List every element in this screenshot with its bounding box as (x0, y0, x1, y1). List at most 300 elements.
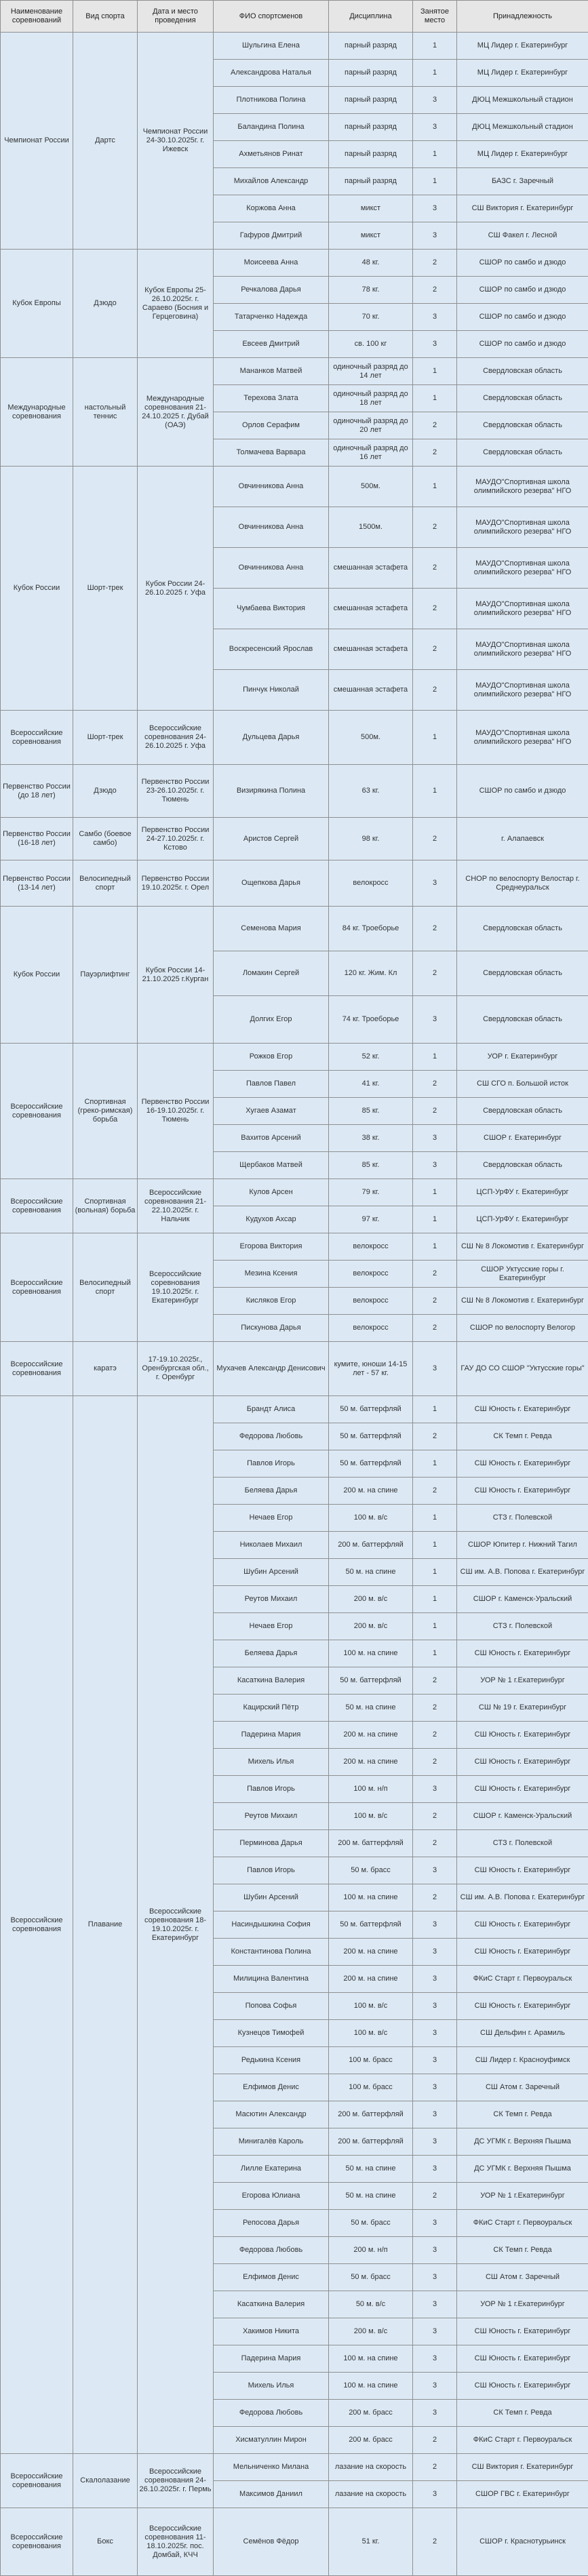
place-cell: 3 (413, 860, 457, 907)
affiliation-cell: СШОР по велоспорту Велогор (457, 1315, 588, 1342)
athlete-name-cell: Николаев Михаил (214, 1532, 329, 1559)
table-row (1, 1396, 588, 1423)
discipline-cell: 50 м. баттерфляй (329, 1450, 413, 1478)
affiliation-cell: СТЗ г. Полевской (457, 1505, 588, 1532)
place-cell: 1 (413, 168, 457, 195)
affiliation-cell: г. Алапаевск (457, 818, 588, 860)
place-cell: 2 (413, 907, 457, 951)
place-cell: 3 (413, 2373, 457, 2400)
athlete-name-cell: Овчинникова Анна (214, 548, 329, 589)
athlete-name-cell: Баландина Полина (214, 114, 329, 141)
discipline-cell: 50 м. баттерфляй (329, 1396, 413, 1423)
place-cell: 3 (413, 2481, 457, 2508)
place-cell: 2 (413, 589, 457, 629)
discipline-cell: 50 м. баттерфляй (329, 1423, 413, 1450)
discipline-cell: 74 кг. Троеборье (329, 996, 413, 1044)
place-cell: 1 (413, 60, 457, 87)
athlete-name-cell: Шубин Арсений (214, 1884, 329, 1911)
event-cell: Первенство России (16-18 лет) (1, 818, 73, 860)
place-cell: 2 (413, 2508, 457, 2576)
place-cell: 2 (413, 1315, 457, 1342)
athlete-name-cell: Михайлов Александр (214, 168, 329, 195)
event-cell: Всероссийские соревнования (1, 1396, 73, 2454)
sport-cell: каратэ (73, 1342, 138, 1396)
athlete-name-cell: Мезина Ксения (214, 1261, 329, 1288)
event-cell: Кубок Европы (1, 250, 73, 358)
discipline-cell: 85 кг. (329, 1152, 413, 1179)
place-cell: 2 (413, 250, 457, 277)
place-cell: 2 (413, 277, 457, 304)
affiliation-cell: СШОР г. Каменск-Уральский (457, 1803, 588, 1830)
affiliation-cell: СШОР по самбо и дзюдо (457, 304, 588, 331)
affiliation-cell: МАУДО"Спортивная школа олимпийского резерва" НГО (457, 467, 588, 507)
affiliation-cell: УОР г. Екатеринбург (457, 1044, 588, 1071)
athlete-name-cell: Павлов Игорь (214, 1450, 329, 1478)
athlete-name-cell: Ощепкова Дарья (214, 860, 329, 907)
discipline-cell: 41 кг. (329, 1071, 413, 1098)
affiliation-cell: СШ Юность г. Екатеринбург (457, 1722, 588, 1749)
affiliation-cell: СШ Атом г. Заречный (457, 2074, 588, 2101)
place-cell: 1 (413, 1233, 457, 1261)
place-cell: 1 (413, 1640, 457, 1667)
athlete-name-cell: Максимов Даниил (214, 2481, 329, 2508)
header-event: Наименование соревнований (1, 1, 73, 33)
place-cell: 2 (413, 670, 457, 711)
discipline-cell: 50 м. на спине (329, 1559, 413, 1586)
discipline-cell: 100 м. на спине (329, 1884, 413, 1911)
sport-cell: Дартс (73, 33, 138, 250)
athlete-name-cell: Шубин Арсений (214, 1559, 329, 1586)
discipline-cell: 100 м. в/с (329, 2020, 413, 2047)
place-cell: 3 (413, 996, 457, 1044)
discipline-cell: 100 м. в/с (329, 1505, 413, 1532)
event-cell: Всероссийские соревнования (1, 2454, 73, 2508)
date-cell: Чемпионат России 24-30.10.2025г. г. Ижевск (138, 33, 214, 250)
place-cell: 3 (413, 1939, 457, 1966)
discipline-cell: смешанная эстафета (329, 629, 413, 670)
affiliation-cell: СШ Юность г. Екатеринбург (457, 2318, 588, 2345)
discipline-cell: 1500м. (329, 507, 413, 548)
discipline-cell: парный разряд (329, 114, 413, 141)
place-cell: 3 (413, 1776, 457, 1803)
place-cell: 3 (413, 2101, 457, 2128)
place-cell: 3 (413, 331, 457, 358)
affiliation-cell: ДС УГМК г. Верхняя Пышма (457, 2156, 588, 2183)
place-cell: 2 (413, 548, 457, 589)
place-cell: 3 (413, 2291, 457, 2318)
event-cell: Чемпионат России (1, 33, 73, 250)
affiliation-cell: СШ им. А.В. Попова г. Екатеринбург (457, 1884, 588, 1911)
affiliation-cell: СШ Дельфин г. Арамиль (457, 2020, 588, 2047)
date-cell: Всероссийские соревнования 24-26.10.2025г. г. Пермь (138, 2454, 214, 2508)
discipline-cell: 200 м. на спине (329, 1966, 413, 1993)
discipline-cell: 500м. (329, 467, 413, 507)
place-cell: 3 (413, 2156, 457, 2183)
discipline-cell: 38 кг. (329, 1125, 413, 1152)
discipline-cell: 100 м. на спине (329, 2345, 413, 2373)
discipline-cell: 200 м. в/с (329, 2318, 413, 2345)
place-cell: 2 (413, 1423, 457, 1450)
athlete-name-cell: Ломакин Сергей (214, 951, 329, 996)
discipline-cell: 100 м. на спине (329, 2373, 413, 2400)
athlete-name-cell: Семенова Мария (214, 907, 329, 951)
athlete-name-cell: Татарченко Надежда (214, 304, 329, 331)
affiliation-cell: УОР № 1 г.Екатеринбург (457, 1667, 588, 1695)
affiliation-cell: СШ № 8 Локомотив г. Екатеринбург (457, 1233, 588, 1261)
date-cell: Всероссийские соревнования 11-18.10.2025г. пос. Домбай, КЧЧ (138, 2508, 214, 2576)
place-cell: 1 (413, 1586, 457, 1613)
place-cell: 3 (413, 2128, 457, 2156)
athlete-name-cell: Нечаев Егор (214, 1613, 329, 1640)
affiliation-cell: Свердловская область (457, 996, 588, 1044)
discipline-cell: 70 кг. (329, 304, 413, 331)
discipline-cell: парный разряд (329, 60, 413, 87)
date-cell: Всероссийские соревнования 19.10.2025г. г. Екатеринбург (138, 1233, 214, 1342)
affiliation-cell: СШОР г. Екатеринбург (457, 1125, 588, 1152)
affiliation-cell: СШ СГО п. Большой исток (457, 1071, 588, 1098)
affiliation-cell: СШ Факел г. Лесной (457, 222, 588, 250)
discipline-cell: 200 м. баттерфляй (329, 2101, 413, 2128)
affiliation-cell: ЦСП-УрФУ г. Екатеринбург (457, 1206, 588, 1233)
athlete-name-cell: Михель Илья (214, 1749, 329, 1776)
athlete-name-cell: Репосова Дарья (214, 2210, 329, 2237)
place-cell: 2 (413, 629, 457, 670)
event-cell: Всероссийские соревнования (1, 711, 73, 765)
discipline-cell: 200 м. в/с (329, 1613, 413, 1640)
event-cell: Международные соревнования (1, 358, 73, 467)
affiliation-cell: СШОР Юпитер г. Нижний Тагил (457, 1532, 588, 1559)
affiliation-cell: Свердловская область (457, 385, 588, 412)
discipline-cell: 100 м. брасс (329, 2047, 413, 2074)
place-cell: 1 (413, 467, 457, 507)
affiliation-cell: ФКиС Старт г. Первоуральск (457, 2210, 588, 2237)
discipline-cell: велокросс (329, 1315, 413, 1342)
athlete-name-cell: Милицина Валентина (214, 1966, 329, 1993)
sport-cell: Пауэрлифтинг (73, 907, 138, 1044)
discipline-cell: 200 м. брасс (329, 2400, 413, 2427)
affiliation-cell: Свердловская область (457, 1098, 588, 1125)
table-row (1, 467, 588, 507)
table-row (1, 818, 588, 860)
discipline-cell: 50 м. на спине (329, 2183, 413, 2210)
event-cell: Всероссийские соревнования (1, 1233, 73, 1342)
place-cell: 1 (413, 385, 457, 412)
discipline-cell: 200 м. на спине (329, 1722, 413, 1749)
affiliation-cell: СК Темп г. Ревда (457, 2400, 588, 2427)
discipline-cell: микст (329, 222, 413, 250)
place-cell: 2 (413, 1071, 457, 1098)
affiliation-cell: СШОР г. Каменск-Уральский (457, 1586, 588, 1613)
athlete-name-cell: Овчинникова Анна (214, 507, 329, 548)
discipline-cell: 100 м. на спине (329, 1640, 413, 1667)
place-cell: 3 (413, 2318, 457, 2345)
place-cell: 2 (413, 412, 457, 439)
date-cell: Международные соревнования 21-24.10.2025 г. Дубай (ОАЭ) (138, 358, 214, 467)
affiliation-cell: Свердловская область (457, 951, 588, 996)
discipline-cell: 50 м. брасс (329, 2210, 413, 2237)
sport-cell: Плавание (73, 1396, 138, 2454)
athlete-name-cell: Евсеев Дмитрий (214, 331, 329, 358)
discipline-cell: лазание на скорость (329, 2481, 413, 2508)
discipline-cell: одиночный разряд до 14 лет (329, 358, 413, 385)
athlete-name-cell: Беляева Дарья (214, 1640, 329, 1667)
athlete-name-cell: Насиндышкина София (214, 1911, 329, 1939)
athlete-name-cell: Кацирский Пётр (214, 1695, 329, 1722)
event-cell: Первенство России (13-14 лет) (1, 860, 73, 907)
affiliation-cell: СШОР по самбо и дзюдо (457, 765, 588, 818)
discipline-cell: смешанная эстафета (329, 589, 413, 629)
athlete-name-cell: Хугаев Азамат (214, 1098, 329, 1125)
place-cell: 1 (413, 33, 457, 60)
sport-cell: Велосипедный спорт (73, 1233, 138, 1342)
athlete-name-cell: Семёнов Фёдор (214, 2508, 329, 2576)
affiliation-cell: СШ Атом г. Заречный (457, 2264, 588, 2291)
place-cell: 3 (413, 87, 457, 114)
discipline-cell: 200 м. н/п (329, 2237, 413, 2264)
affiliation-cell: СШ Юность г. Екатеринбург (457, 1450, 588, 1478)
table-row (1, 765, 588, 818)
sport-cell: настольный теннис (73, 358, 138, 467)
discipline-cell: смешанная эстафета (329, 670, 413, 711)
athlete-name-cell: Падерина Мария (214, 1722, 329, 1749)
athlete-name-cell: Федорова Любовь (214, 2237, 329, 2264)
athlete-name-cell: Кузнецов Тимофей (214, 2020, 329, 2047)
discipline-cell: микст (329, 195, 413, 222)
place-cell: 1 (413, 1532, 457, 1559)
header-row (1, 1, 588, 33)
table-body (1, 33, 588, 2576)
athlete-name-cell: Павлов Игорь (214, 1776, 329, 1803)
sport-cell: Шорт-трек (73, 711, 138, 765)
place-cell: 3 (413, 1993, 457, 2020)
affiliation-cell: СШ им. А.В. Попова г. Екатеринбург (457, 1559, 588, 1586)
table-row (1, 358, 588, 385)
affiliation-cell: СШ Юность г. Екатеринбург (457, 1640, 588, 1667)
discipline-cell: парный разряд (329, 141, 413, 168)
discipline-cell: 50 м. на спине (329, 2156, 413, 2183)
athlete-name-cell: Кудухов Ахсар (214, 1206, 329, 1233)
place-cell: 3 (413, 1152, 457, 1179)
athlete-name-cell: Редькина Ксения (214, 2047, 329, 2074)
discipline-cell: св. 100 кг (329, 331, 413, 358)
athlete-name-cell: Воскресенский Ярослав (214, 629, 329, 670)
affiliation-cell: СШ Юность г. Екатеринбург (457, 1857, 588, 1884)
affiliation-cell: УОР № 1 г.Екатеринбург (457, 2291, 588, 2318)
discipline-cell: 120 кг. Жим. Кл (329, 951, 413, 996)
place-cell: 2 (413, 1884, 457, 1911)
affiliation-cell: СШ Юность г. Екатеринбург (457, 1911, 588, 1939)
athlete-name-cell: Пискунова Дарья (214, 1315, 329, 1342)
athlete-name-cell: Терехова Злата (214, 385, 329, 412)
athlete-name-cell: Федорова Любовь (214, 1423, 329, 1450)
affiliation-cell: СШОР по самбо и дзюдо (457, 277, 588, 304)
table-row (1, 1044, 588, 1071)
place-cell: 2 (413, 439, 457, 467)
discipline-cell: 100 м. в/с (329, 1803, 413, 1830)
place-cell: 1 (413, 1396, 457, 1423)
discipline-cell: парный разряд (329, 168, 413, 195)
place-cell: 3 (413, 2264, 457, 2291)
place-cell: 3 (413, 2345, 457, 2373)
athlete-name-cell: Кисляков Егор (214, 1288, 329, 1315)
athlete-name-cell: Долгих Егор (214, 996, 329, 1044)
athlete-name-cell: Павлов Игорь (214, 1857, 329, 1884)
discipline-cell: 84 кг. Троеборье (329, 907, 413, 951)
affiliation-cell: МАУДО"Спортивная школа олимпийского резерва" НГО (457, 670, 588, 711)
discipline-cell: одиночный разряд до 20 лет (329, 412, 413, 439)
discipline-cell: одиночный разряд до 18 лет (329, 385, 413, 412)
discipline-cell: 200 м. баттерфляй (329, 2128, 413, 2156)
discipline-cell: 200 м. в/с (329, 1586, 413, 1613)
athlete-name-cell: Пинчук Николай (214, 670, 329, 711)
event-cell: Первенство России (до 18 лет) (1, 765, 73, 818)
discipline-cell: 52 кг. (329, 1044, 413, 1071)
place-cell: 3 (413, 1966, 457, 1993)
affiliation-cell: СТЗ г. Полевской (457, 1830, 588, 1857)
affiliation-cell: СНОР по велоспорту Велостар г. Среднеуральск (457, 860, 588, 907)
athlete-name-cell: Нечаев Егор (214, 1505, 329, 1532)
athlete-name-cell: Мананков Матвей (214, 358, 329, 385)
athlete-name-cell: Мухачев Александр Денисович (214, 1342, 329, 1396)
place-cell: 2 (413, 951, 457, 996)
athlete-name-cell: Аристов Сергей (214, 818, 329, 860)
affiliation-cell: Свердловская область (457, 439, 588, 467)
affiliation-cell: СШ Юность г. Екатеринбург (457, 1939, 588, 1966)
affiliation-cell: СШОР по самбо и дзюдо (457, 250, 588, 277)
athlete-name-cell: Касаткина Валерия (214, 2291, 329, 2318)
athlete-name-cell: Егорова Юлиана (214, 2183, 329, 2210)
discipline-cell: 48 кг. (329, 250, 413, 277)
affiliation-cell: СШ Юность г. Екатеринбург (457, 1396, 588, 1423)
sport-cell: Спортивная (греко-римская) борьба (73, 1044, 138, 1179)
affiliation-cell: МЦ Лидер г. Екатеринбург (457, 33, 588, 60)
place-cell: 3 (413, 222, 457, 250)
discipline-cell: 200 м. на спине (329, 1478, 413, 1505)
discipline-cell: 51 кг. (329, 2508, 413, 2576)
discipline-cell: смешанная эстафета (329, 548, 413, 589)
place-cell: 3 (413, 2400, 457, 2427)
table-row (1, 860, 588, 907)
date-cell: Первенство России 24-27.10.2025г. г. Кстово (138, 818, 214, 860)
header-place: Занятое место (413, 1, 457, 33)
affiliation-cell: СШОР ГВС г. Екатеринбург (457, 2481, 588, 2508)
place-cell: 1 (413, 1206, 457, 1233)
affiliation-cell: ФКиС Старт г. Первоуральск (457, 2427, 588, 2454)
athlete-name-cell: Реутов Михаил (214, 1803, 329, 1830)
place-cell: 3 (413, 1125, 457, 1152)
discipline-cell: 78 кг. (329, 277, 413, 304)
date-cell: Первенство России 19.10.2025г. г. Орел (138, 860, 214, 907)
athlete-name-cell: Коржова Анна (214, 195, 329, 222)
place-cell: 2 (413, 1288, 457, 1315)
place-cell: 2 (413, 1749, 457, 1776)
athlete-name-cell: Вахитов Арсений (214, 1125, 329, 1152)
athlete-name-cell: Орлов Серафим (214, 412, 329, 439)
date-cell: Всероссийские соревнования 18-19.10.2025г. г. Екатеринбург (138, 1396, 214, 2454)
place-cell: 2 (413, 1803, 457, 1830)
discipline-cell: 63 кг. (329, 765, 413, 818)
affiliation-cell: Свердловская область (457, 358, 588, 385)
sport-cell: Бокс (73, 2508, 138, 2576)
affiliation-cell: СШ Юность г. Екатеринбург (457, 1993, 588, 2020)
discipline-cell: 200 м. баттерфляй (329, 1830, 413, 1857)
event-cell: Всероссийские соревнования (1, 1179, 73, 1233)
athlete-name-cell: Федорова Любовь (214, 2400, 329, 2427)
affiliation-cell: МАУДО"Спортивная школа олимпийского резерва" НГО (457, 548, 588, 589)
event-cell: Всероссийские соревнования (1, 1342, 73, 1396)
discipline-cell: 97 кг. (329, 1206, 413, 1233)
athlete-name-cell: Щербаков Матвей (214, 1152, 329, 1179)
athlete-name-cell: Минигалёв Кароль (214, 2128, 329, 2156)
place-cell: 3 (413, 1911, 457, 1939)
athlete-name-cell: Моисеева Анна (214, 250, 329, 277)
affiliation-cell: ДЮЦ Межшкольный стадион (457, 114, 588, 141)
discipline-cell: 500м. (329, 711, 413, 765)
place-cell: 2 (413, 1695, 457, 1722)
affiliation-cell: МАУДО"Спортивная школа олимпийского резерва" НГО (457, 711, 588, 765)
affiliation-cell: Свердловская область (457, 1152, 588, 1179)
date-cell: 17-19.10.2025г., Оренбургская обл., г. Оренбург (138, 1342, 214, 1396)
table-row (1, 711, 588, 765)
discipline-cell: 50 м. брасс (329, 1857, 413, 1884)
place-cell: 2 (413, 1261, 457, 1288)
date-cell: Первенство России 23-26.10.2025г. г. Тюмень (138, 765, 214, 818)
place-cell: 1 (413, 1613, 457, 1640)
place-cell: 3 (413, 114, 457, 141)
affiliation-cell: СШ № 19 г. Екатеринбург (457, 1695, 588, 1722)
header-discipline: Дисциплина (329, 1, 413, 33)
affiliation-cell: СШ Юность г. Екатеринбург (457, 1749, 588, 1776)
discipline-cell: 79 кг. (329, 1179, 413, 1206)
discipline-cell: 50 м. брасс (329, 2264, 413, 2291)
discipline-cell: 85 кг. (329, 1098, 413, 1125)
event-cell: Всероссийские соревнования (1, 1044, 73, 1179)
athlete-name-cell: Ахметьянов Ринат (214, 141, 329, 168)
discipline-cell: 98 кг. (329, 818, 413, 860)
athlete-name-cell: Толмачева Варвара (214, 439, 329, 467)
affiliation-cell: МАУДО"Спортивная школа олимпийского резерва" НГО (457, 629, 588, 670)
table-row (1, 33, 588, 60)
sport-cell: Дзюдо (73, 250, 138, 358)
affiliation-cell: СК Темп г. Ревда (457, 1423, 588, 1450)
athlete-name-cell: Дульцева Дарья (214, 711, 329, 765)
place-cell: 1 (413, 1044, 457, 1071)
athlete-name-cell: Перминова Дарья (214, 1830, 329, 1857)
athlete-name-cell: Хакимов Никита (214, 2318, 329, 2345)
athlete-name-cell: Рожков Егор (214, 1044, 329, 1071)
discipline-cell: 50 м. на спине (329, 1695, 413, 1722)
discipline-cell: велокросс (329, 1233, 413, 1261)
date-cell: Кубок России 14-21.10.2025 г.Курган (138, 907, 214, 1044)
place-cell: 3 (413, 2047, 457, 2074)
date-cell: Кубок России 24-26.10.2025 г. Уфа (138, 467, 214, 711)
header-affiliation: Принадлежность (457, 1, 588, 33)
athlete-name-cell: Чумбаева Виктория (214, 589, 329, 629)
place-cell: 3 (413, 2074, 457, 2101)
discipline-cell: одиночный разряд до 16 лет (329, 439, 413, 467)
athlete-name-cell: Лилле Екатерина (214, 2156, 329, 2183)
place-cell: 1 (413, 1450, 457, 1478)
place-cell: 2 (413, 2454, 457, 2481)
header-athlete: ФИО спортсменов (214, 1, 329, 33)
affiliation-cell: СШОР по самбо и дзюдо (457, 331, 588, 358)
athlete-name-cell: Шульгина Елена (214, 33, 329, 60)
affiliation-cell: ДС УГМК г. Верхняя Пышма (457, 2128, 588, 2156)
date-cell: Всероссийские соревнования 21-22.10.2025г. г. Нальчик (138, 1179, 214, 1233)
athlete-name-cell: Михель Илья (214, 2373, 329, 2400)
affiliation-cell: СШОР Уктусские горы г. Екатеринбург (457, 1261, 588, 1288)
discipline-cell: велокросс (329, 1261, 413, 1288)
